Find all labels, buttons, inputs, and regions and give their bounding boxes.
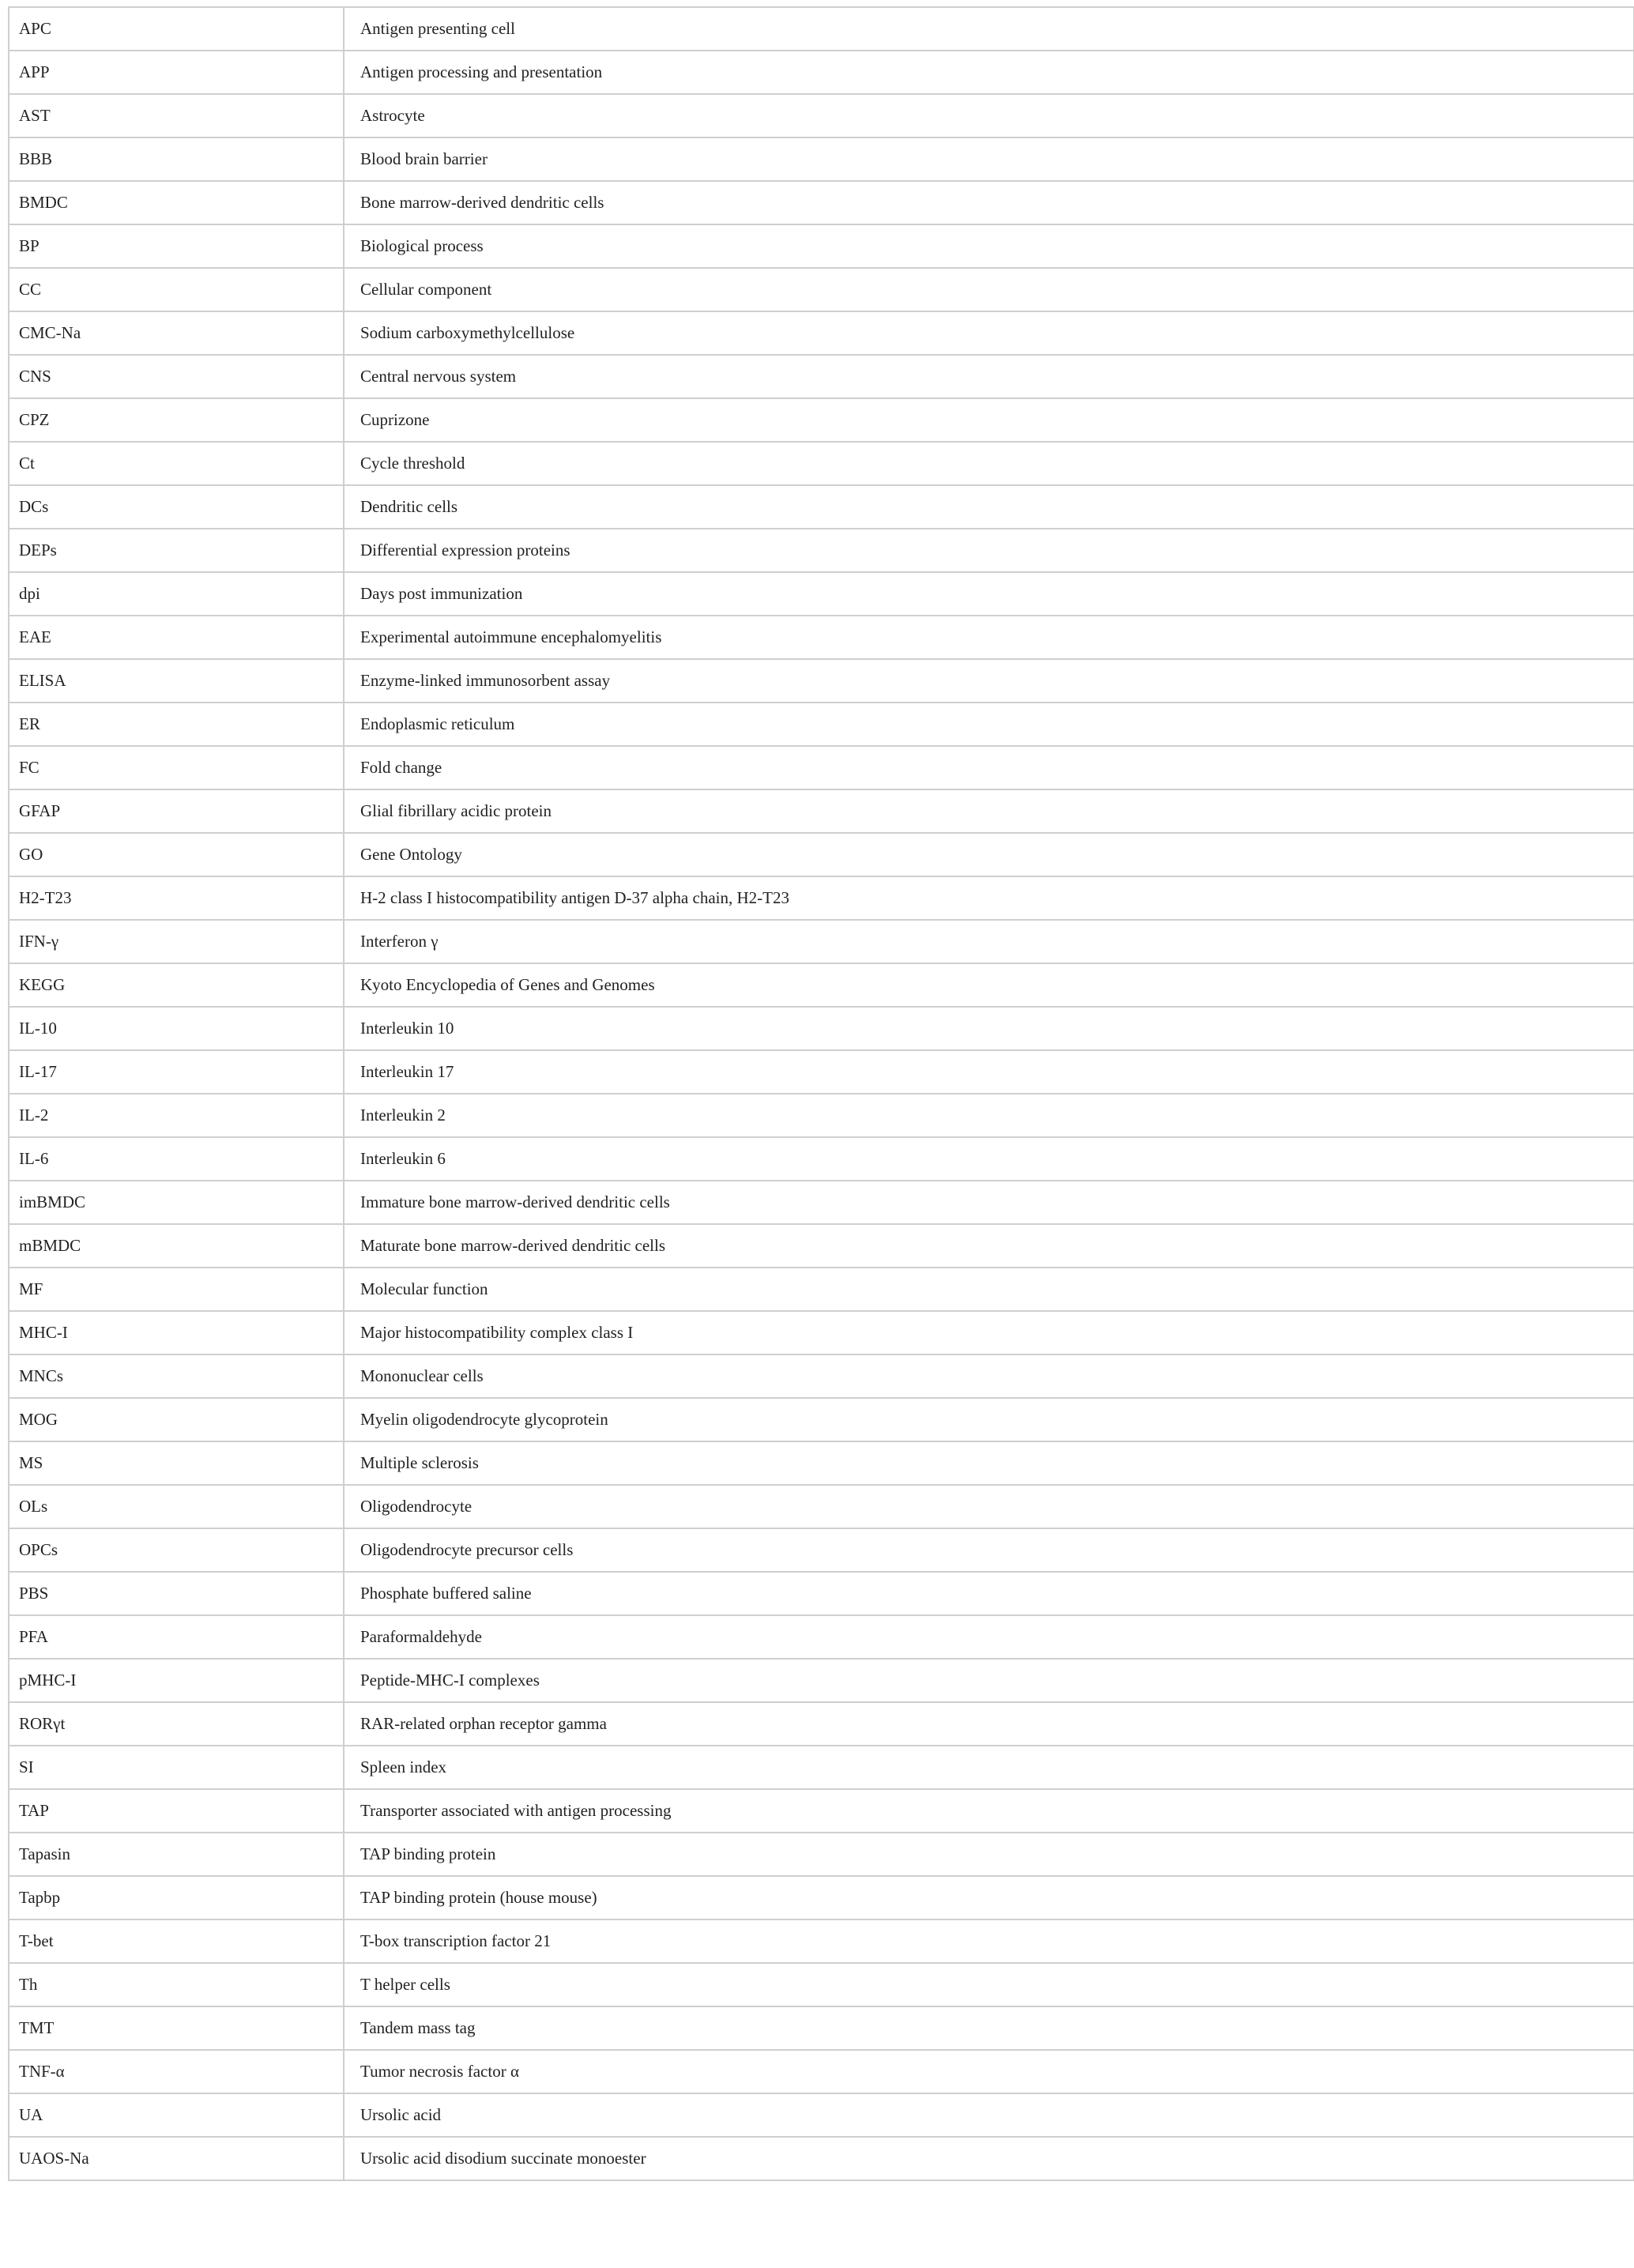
abbreviations-table-body <box>9 7 1634 2180</box>
table-row <box>9 659 1634 703</box>
abbreviation-cell: TAP <box>9 1789 344 1833</box>
abbreviation-cell: KEGG <box>9 963 344 1007</box>
table-row <box>9 138 1634 181</box>
table-row <box>9 1920 1634 1963</box>
abbreviation-cell: Tapbp <box>9 1876 344 1920</box>
definition-cell: Experimental autoimmune encephalomyelitis <box>344 616 1634 659</box>
abbreviations-table <box>8 6 1634 2181</box>
table-row <box>9 442 1634 485</box>
table-row <box>9 355 1634 398</box>
table-row <box>9 616 1634 659</box>
table-row <box>9 833 1634 876</box>
definition-cell: Dendritic cells <box>344 485 1634 529</box>
table-row <box>9 224 1634 268</box>
table-row <box>9 2006 1634 2050</box>
definition-cell: Bone marrow-derived dendritic cells <box>344 181 1634 224</box>
abbreviation-cell: OLs <box>9 1485 344 1528</box>
table-row <box>9 1398 1634 1441</box>
table-row <box>9 703 1634 746</box>
definition-cell: Antigen processing and presentation <box>344 51 1634 94</box>
definition-cell: Molecular function <box>344 1268 1634 1311</box>
definition-cell: Interleukin 6 <box>344 1137 1634 1181</box>
table-row <box>9 746 1634 789</box>
definition-cell: Days post immunization <box>344 572 1634 616</box>
definition-cell: Biological process <box>344 224 1634 268</box>
abbreviation-cell: UAOS-Na <box>9 2137 344 2180</box>
definition-cell: Phosphate buffered saline <box>344 1572 1634 1615</box>
definition-cell: Interferon γ <box>344 920 1634 963</box>
definition-cell: Endoplasmic reticulum <box>344 703 1634 746</box>
table-row <box>9 1007 1634 1050</box>
table-row <box>9 789 1634 833</box>
table-row <box>9 181 1634 224</box>
definition-cell: Astrocyte <box>344 94 1634 138</box>
table-row <box>9 51 1634 94</box>
table-row <box>9 529 1634 572</box>
definition-cell: Transporter associated with antigen processing <box>344 1789 1634 1833</box>
definition-cell: Gene Ontology <box>344 833 1634 876</box>
table-row <box>9 2050 1634 2093</box>
abbreviation-cell: T-bet <box>9 1920 344 1963</box>
definition-cell: Immature bone marrow-derived dendritic cells <box>344 1181 1634 1224</box>
table-row <box>9 1485 1634 1528</box>
table-row <box>9 268 1634 311</box>
abbreviation-cell: CMC-Na <box>9 311 344 355</box>
definition-cell: H-2 class I histocompatibility antigen D-37 alpha chain, H2-T23 <box>344 876 1634 920</box>
abbreviation-cell: BMDC <box>9 181 344 224</box>
abbreviation-cell: RORγt <box>9 1702 344 1746</box>
table-row <box>9 1615 1634 1659</box>
table-row <box>9 1181 1634 1224</box>
abbreviation-cell: CPZ <box>9 398 344 442</box>
definition-cell: Blood brain barrier <box>344 138 1634 181</box>
abbreviation-cell: CNS <box>9 355 344 398</box>
table-row <box>9 1094 1634 1137</box>
definition-cell: Central nervous system <box>344 355 1634 398</box>
abbreviation-cell: CC <box>9 268 344 311</box>
table-row <box>9 1746 1634 1789</box>
abbreviation-cell: H2-T23 <box>9 876 344 920</box>
abbreviation-cell: pMHC-I <box>9 1659 344 1702</box>
abbreviation-cell: PFA <box>9 1615 344 1659</box>
abbreviation-cell: Th <box>9 1963 344 2006</box>
table-row <box>9 1572 1634 1615</box>
definition-cell: Differential expression proteins <box>344 529 1634 572</box>
definition-cell: Mononuclear cells <box>344 1354 1634 1398</box>
definition-cell: Myelin oligodendrocyte glycoprotein <box>344 1398 1634 1441</box>
definition-cell: Paraformaldehyde <box>344 1615 1634 1659</box>
definition-cell: Antigen presenting cell <box>344 7 1634 51</box>
definition-cell: TAP binding protein (house mouse) <box>344 1876 1634 1920</box>
abbreviation-cell: BBB <box>9 138 344 181</box>
table-row <box>9 7 1634 51</box>
definition-cell: Kyoto Encyclopedia of Genes and Genomes <box>344 963 1634 1007</box>
abbreviation-cell: MF <box>9 1268 344 1311</box>
abbreviation-cell: SI <box>9 1746 344 1789</box>
table-row <box>9 1137 1634 1181</box>
abbreviation-cell: IL-2 <box>9 1094 344 1137</box>
definition-cell: Cycle threshold <box>344 442 1634 485</box>
abbreviation-cell: DEPs <box>9 529 344 572</box>
abbreviation-cell: TMT <box>9 2006 344 2050</box>
abbreviation-cell: mBMDC <box>9 1224 344 1268</box>
table-row <box>9 1268 1634 1311</box>
abbreviation-cell: imBMDC <box>9 1181 344 1224</box>
table-row <box>9 1050 1634 1094</box>
table-row <box>9 963 1634 1007</box>
abbreviation-cell: FC <box>9 746 344 789</box>
definition-cell: Sodium carboxymethylcellulose <box>344 311 1634 355</box>
table-row <box>9 2137 1634 2180</box>
definition-cell: Tandem mass tag <box>344 2006 1634 2050</box>
abbreviation-cell: Ct <box>9 442 344 485</box>
table-row <box>9 572 1634 616</box>
abbreviation-cell: IL-17 <box>9 1050 344 1094</box>
abbreviation-cell: MHC-I <box>9 1311 344 1354</box>
abbreviation-cell: OPCs <box>9 1528 344 1572</box>
definition-cell: Interleukin 17 <box>344 1050 1634 1094</box>
definition-cell: T helper cells <box>344 1963 1634 2006</box>
table-row <box>9 1876 1634 1920</box>
abbreviation-cell: MS <box>9 1441 344 1485</box>
abbreviation-cell: IFN-γ <box>9 920 344 963</box>
table-row <box>9 1354 1634 1398</box>
definition-cell: Cuprizone <box>344 398 1634 442</box>
table-row <box>9 1659 1634 1702</box>
abbreviation-cell: TNF-α <box>9 2050 344 2093</box>
table-row <box>9 1702 1634 1746</box>
abbreviation-cell: BP <box>9 224 344 268</box>
table-row <box>9 1441 1634 1485</box>
abbreviations-table-container <box>8 6 1634 2181</box>
table-row <box>9 1224 1634 1268</box>
table-row <box>9 1833 1634 1876</box>
abbreviation-cell: IL-6 <box>9 1137 344 1181</box>
table-row <box>9 485 1634 529</box>
definition-cell: Oligodendrocyte precursor cells <box>344 1528 1634 1572</box>
definition-cell: Tumor necrosis factor α <box>344 2050 1634 2093</box>
definition-cell: T-box transcription factor 21 <box>344 1920 1634 1963</box>
definition-cell: Multiple sclerosis <box>344 1441 1634 1485</box>
definition-cell: RAR-related orphan receptor gamma <box>344 1702 1634 1746</box>
abbreviation-cell: PBS <box>9 1572 344 1615</box>
abbreviation-cell: MNCs <box>9 1354 344 1398</box>
definition-cell: Interleukin 2 <box>344 1094 1634 1137</box>
abbreviation-cell: APP <box>9 51 344 94</box>
abbreviation-cell: MOG <box>9 1398 344 1441</box>
abbreviation-cell: GO <box>9 833 344 876</box>
abbreviation-cell: Tapasin <box>9 1833 344 1876</box>
definition-cell: Oligodendrocyte <box>344 1485 1634 1528</box>
abbreviation-cell: APC <box>9 7 344 51</box>
table-row <box>9 1528 1634 1572</box>
abbreviation-cell: ER <box>9 703 344 746</box>
abbreviation-cell: UA <box>9 2093 344 2137</box>
definition-cell: Glial fibrillary acidic protein <box>344 789 1634 833</box>
abbreviation-cell: GFAP <box>9 789 344 833</box>
table-row <box>9 1311 1634 1354</box>
table-row <box>9 920 1634 963</box>
table-row <box>9 311 1634 355</box>
definition-cell: Ursolic acid disodium succinate monoester <box>344 2137 1634 2180</box>
abbreviation-cell: AST <box>9 94 344 138</box>
definition-cell: Interleukin 10 <box>344 1007 1634 1050</box>
abbreviation-cell: ELISA <box>9 659 344 703</box>
table-row <box>9 94 1634 138</box>
definition-cell: Cellular component <box>344 268 1634 311</box>
definition-cell: TAP binding protein <box>344 1833 1634 1876</box>
definition-cell: Maturate bone marrow-derived dendritic cells <box>344 1224 1634 1268</box>
table-row <box>9 2093 1634 2137</box>
abbreviation-cell: dpi <box>9 572 344 616</box>
definition-cell: Fold change <box>344 746 1634 789</box>
definition-cell: Enzyme-linked immunosorbent assay <box>344 659 1634 703</box>
abbreviation-cell: IL-10 <box>9 1007 344 1050</box>
definition-cell: Peptide-MHC-I complexes <box>344 1659 1634 1702</box>
table-row <box>9 1789 1634 1833</box>
definition-cell: Major histocompatibility complex class I <box>344 1311 1634 1354</box>
table-row <box>9 1963 1634 2006</box>
abbreviation-cell: EAE <box>9 616 344 659</box>
definition-cell: Ursolic acid <box>344 2093 1634 2137</box>
abbreviation-cell: DCs <box>9 485 344 529</box>
table-row <box>9 398 1634 442</box>
definition-cell: Spleen index <box>344 1746 1634 1789</box>
table-row <box>9 876 1634 920</box>
